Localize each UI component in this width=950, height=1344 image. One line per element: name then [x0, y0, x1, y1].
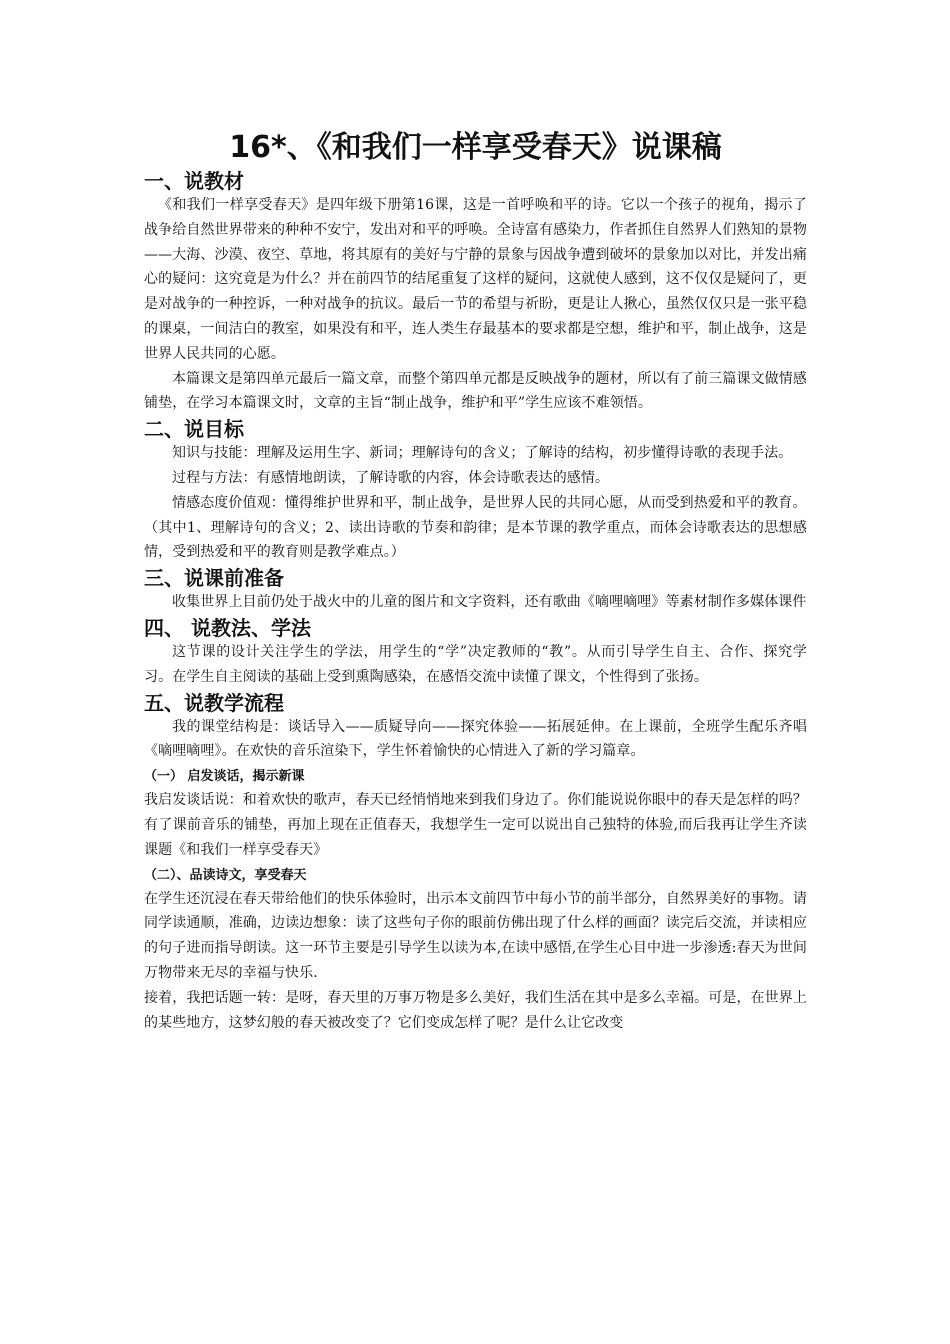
section-heading-process: 五、说教学流程 — [144, 690, 284, 715]
paragraph: 收集世界上目前仍处于战火中的儿童的图片和文字资料，还有歌曲《嘀哩嘀哩》等素材制作多媒体课件 — [172, 594, 807, 611]
paragraph: 知识与技能：理解及运用生字、新词；理解诗句的含义；了解诗的结构，初步懂得诗歌的表现手法。 — [172, 445, 793, 462]
paragraph: （其中1、理解诗句的含义；2、读出诗歌的节奏和韵律；是本节课的教学重点，而体会诗歌表达的思想感情，受到热爱和平的教育则是教学难点。） — [144, 519, 807, 561]
section-heading-textbook: 一、说教材 — [144, 169, 244, 193]
subsection-heading: （二）、品读诗文，享受春天 — [144, 867, 307, 883]
paragraph: 《和我们一样享受春天》是四年级下册第16课，这是一首呼唤和平的诗。它以一个孩子的视角，揭示了战争给自然世界带来的种种不安宁，发出对和平的呼唤。全诗富有感染力，作者抓住自然界人们熟知的景物——大海、沙漠、夜空、草地，将其原有的美好与宁静的景象与因战争遭到破坏的景象加以对比，并发出痛心的疑问：这究竟是为什么？并在前四节的结尾重复了这样的疑问，这就使人感到，这不仅仅是疑问了，更是对战争的一种控诉，一种对战争的抗议。最后一节的希望与祈盼，更是让人揪心，虽然仅仅只是一张平稳的课桌，一间洁白的教室，如果没有和平，连人类生存最基本的要求都是空想，维护和平，制止战争，这是世界人民共同的心愿。 — [144, 197, 807, 362]
paragraph: 在学生还沉浸在春天带给他们的快乐体验时，出示本文前四节中每小节的前半部分，自然界美好的事物。请同学读通顺，准确，边读边想象：读了这些句子你的眼前仿佛出现了什么样的画面？读完后交流，并读相应的句子进而指导朗读。这一环节主要是引导学生以读为本,在读中感悟,在学生心目中进一步渗透:春天为世间万物带来无尽的幸福与快乐. — [144, 890, 807, 981]
paragraph: 情感态度价值观：懂得维护世界和平，制止战争，是世界人民的共同心愿，从而受到热爱和平的教育。 — [172, 494, 807, 511]
paragraph: 我启发谈话说：和着欢快的歌声，春天已经悄悄地来到我们身边了。你们能说说你眼中的春天是怎样的吗？有了课前音乐的铺垫，再加上现在正值春天，我想学生一定可以说出自己独特的体验,而后我再让学生齐读课题《和我们一样享受春天》 — [144, 792, 807, 858]
paragraph: 我的课堂结构是：谈话导入——质疑导向——探究体验——拓展延伸。在上课前，全班学生配乐齐唱《嘀哩嘀哩》。在欢快的音乐渲染下，学生怀着愉快的心情进入了新的学习篇章。 — [144, 718, 807, 760]
section-heading-methods: 四、 说教法、学法 — [144, 615, 311, 640]
paragraph: 过程与方法：有感情地朗读，了解诗歌的内容，体会诗歌表达的感情。 — [172, 469, 610, 486]
section-heading-preparation: 三、说课前准备 — [144, 566, 284, 591]
subsection-heading: （一） 启发谈话，揭示新课 — [144, 769, 305, 785]
page-title: 16*、《和我们一样享受春天》说课稿 — [229, 130, 722, 165]
paragraph: 本篇课文是第四单元最后一篇文章，而整个第四单元都是反映战争的题材，所以有了前三篇课文做情感铺垫，在学习本篇课文时，文章的主旨“制止战争，维护和平”学生应该不难领悟。 — [144, 370, 807, 412]
document-page — [144, 128, 807, 1035]
section-heading-goals: 二、说目标 — [144, 417, 244, 442]
paragraph: 接着，我把话题一转：是呀，春天里的万事万物是多么美好，我们生活在其中是多么幸福。可是，在世界上的某些地方，这梦幻般的春天被改变了？它们变成怎样了呢？是什么让它改变 — [144, 989, 807, 1031]
paragraph: 这节课的设计关注学生的学法，用学生的“学”决定教师的“教”。从而引导学生自主、合作、探究学习。在学生自主阅读的基础上受到熏陶感染，在感悟交流中读懂了课文，个性得到了张扬。 — [144, 643, 807, 685]
